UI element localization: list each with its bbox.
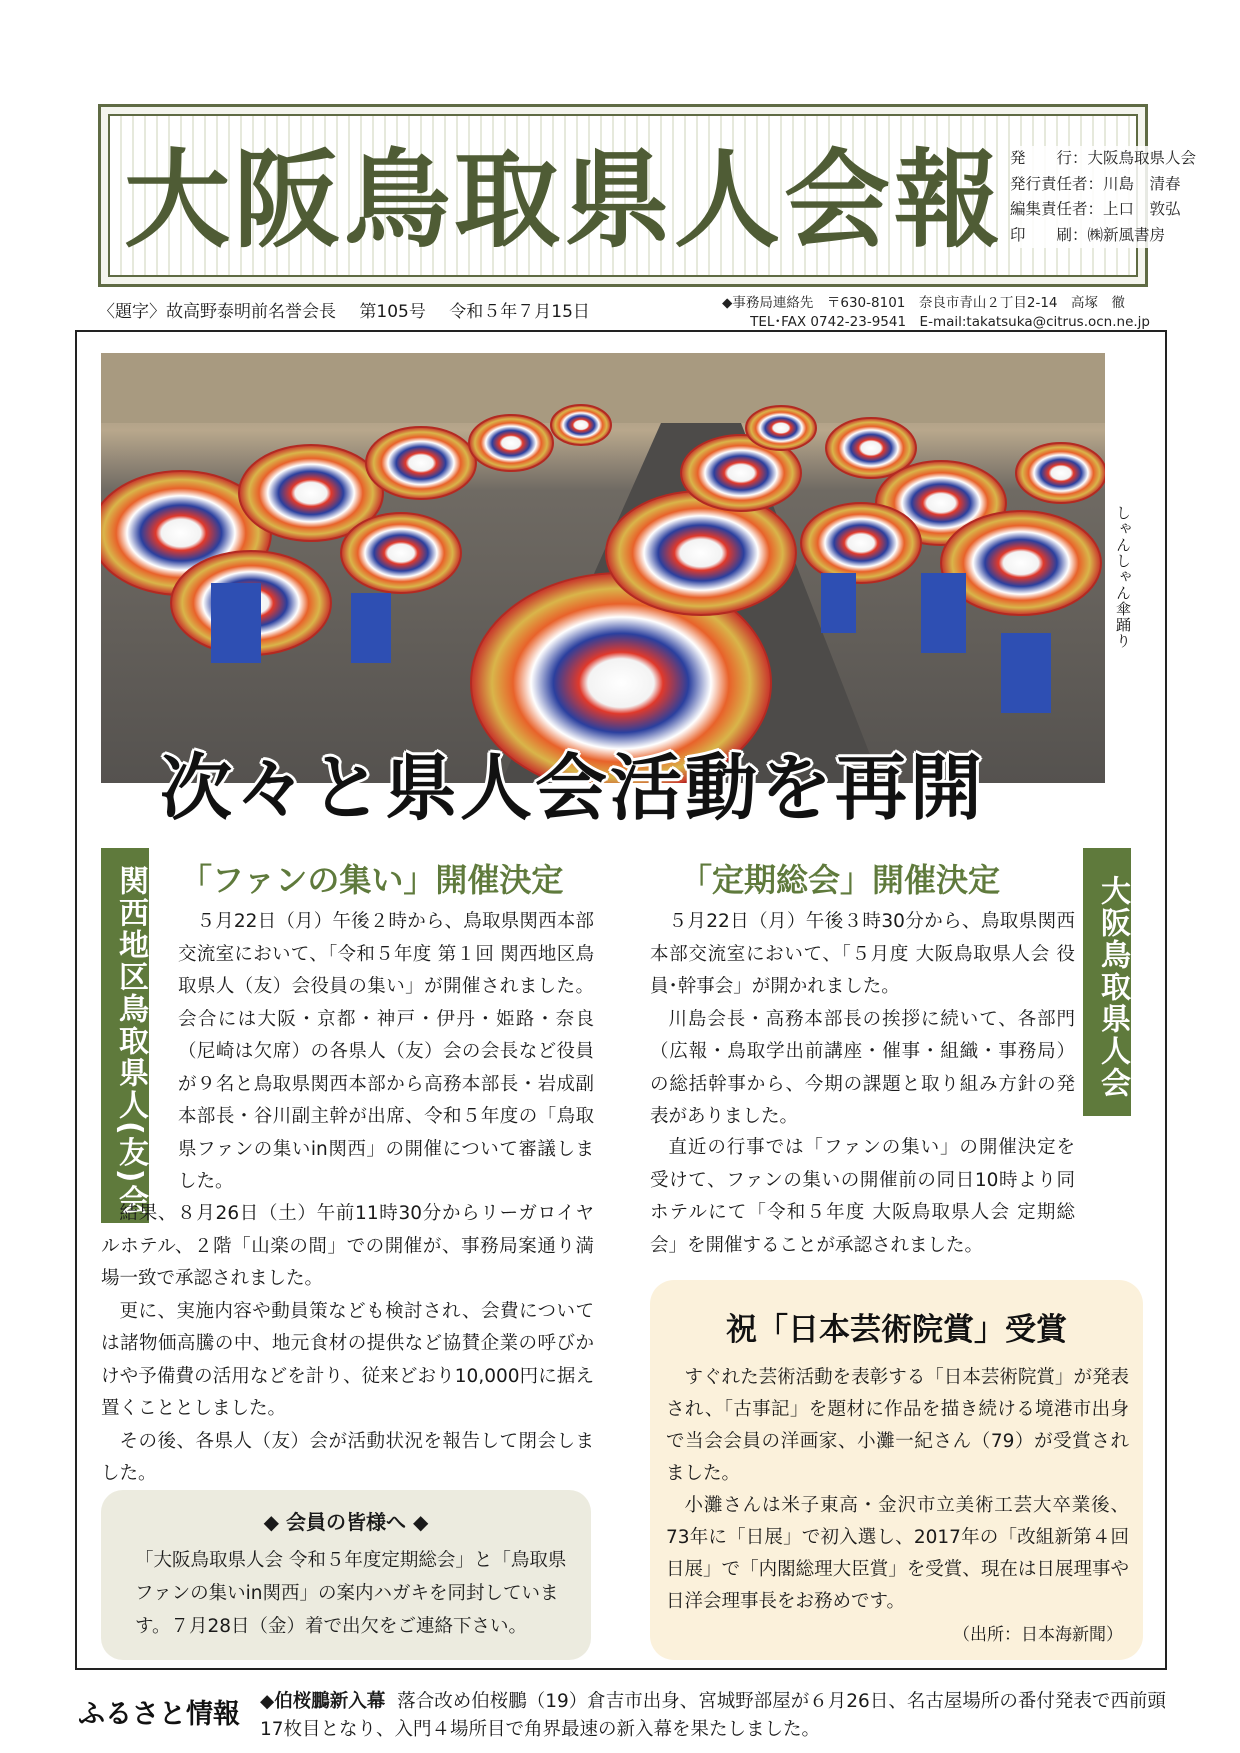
general-meeting-article-continued	[650, 1132, 1075, 1262]
award-title: 祝「日本芸術院賞」受賞	[726, 1312, 1067, 1348]
paragraph: その後、各県人（友）会が活動状況を報告して閉会しました。	[101, 1430, 594, 1484]
award-source: （出所：日本海新聞）	[953, 1625, 1123, 1645]
editor-line: 編集責任者：上口 敦弘	[1010, 200, 1181, 218]
paragraph: 小灘さんは米子東高・金沢市立美術工芸大卒業後、73年に「日展」で初入選し、2017年の「改組新第４回 日展」で「内閣総理大臣賞」を受賞、現在は日展理事や日洋会理事長をお務めです。	[666, 1495, 1129, 1612]
issue-line	[98, 297, 608, 322]
photo-caption: しゃんしゃん傘踊り	[1114, 505, 1132, 649]
paragraph: すぐれた芸術活動を表彰する「日本芸術院賞」が発表され、「古事記」を題材に作品を描き続ける境港市出身で当会会員の洋画家、小灘一紀さん（79）が受賞されました。	[666, 1367, 1129, 1484]
paragraph: ５月22日（月）午後２時から、鳥取県関西本部交流室において、「令和５年度 第１回 関西地区鳥取県人（友）会役員の集い」が開催されました。会合には大阪・京都・神戸・伊丹・姫路・奈良（尼崎は欠席）の各県人（友）会の会長など役員が９名と鳥取県関西本部から高務本部長・岩成副本部長・谷川副主幹が出席、令和５年度の「鳥取県ファンの集いin関西」の開催について審議しました。	[178, 911, 594, 1192]
paragraph: 結果、８月26日（土）午前11時30分からリーガロイヤルホテル、２階「山楽の間」での開催が、事務局案通り満場一致で承認されました。	[101, 1203, 594, 1289]
masthead	[98, 104, 1197, 287]
umbrella-dance-illustration	[101, 353, 1105, 783]
award-article	[666, 1362, 1129, 1618]
fan-meeting-article	[178, 906, 594, 1199]
section-heading-general-meeting: 「定期総会」開催決定	[680, 861, 1001, 899]
issue-date: 令和５年７月15日	[449, 302, 590, 322]
news-text: 落合改め伯桜鵬（19）倉吉市出身、宮城野部屋が６月26日、名古屋場所の番付発表で西前頭17枚目となり、入門４場所目で角界最速の新入幕を果たしました。	[260, 1691, 1166, 1740]
hometown-info-news	[260, 1688, 1180, 1744]
hometown-info-logo: ふるさと情報	[78, 1699, 240, 1730]
paragraph: 更に、実施内容や動員策なども検討され、会費については諸物価高騰の中、地元食材の提供など協賛企業の呼びかけや予備費の活用などを計り、従来どおり10,000円に据え置くこととしました。	[101, 1300, 594, 1419]
paragraph: 川島会長・高務本部長の挨拶に続いて、各部門（広報・鳥取学出前講座・催事・組織・事務局）の総括幹事から、今期の課題と取り組み方針の発表がありました。	[650, 1008, 1075, 1127]
festival-photo	[101, 353, 1105, 783]
contact-phone-email: TEL･FAX 0742-23-9541 E-mail:takatsuka@citrus.ocn.ne.jp	[750, 314, 1150, 330]
notice-title: ◆ 会員の皆様へ ◆	[263, 1510, 429, 1534]
award-box	[650, 1280, 1143, 1660]
section-tag-osaka: 大阪鳥取県人会	[1083, 848, 1131, 1116]
newsletter-title: 大阪鳥取県人会報	[124, 137, 1004, 262]
section-heading-fan-meeting: 「ファンの集い」開催決定	[180, 861, 564, 899]
paragraph: 直近の行事では「ファンの集い」の開催決定を受けて、ファンの集いの開催前の同日10時より同ホテルにて「令和５年度 大阪鳥取県人会 定期総会」を開催することが承認されました。	[650, 1137, 1075, 1256]
issue-number: 第105号	[359, 302, 426, 322]
headline: 次々と県人会活動を再開	[160, 745, 986, 830]
section-tag-kansai: 関西地区鳥取県人(友)会	[101, 848, 149, 1223]
member-notice-box	[101, 1490, 591, 1660]
publisher-line: 発 行：大阪鳥取県人会	[1010, 149, 1197, 167]
responsible-publisher-line: 発行責任者：川島 清春	[1010, 174, 1181, 193]
contact-address: ◆事務局連絡先 〒630-8101 奈良市青山２丁目2-14 高塚 徹	[722, 295, 1126, 311]
fan-meeting-article-continued	[101, 1198, 594, 1491]
printer-line: 印 刷：㈱新風書房	[1010, 225, 1166, 244]
news-label: ◆伯桜鵬新入幕	[260, 1691, 386, 1712]
masthead-frame	[108, 114, 1197, 277]
contact-info	[722, 294, 1150, 332]
notice-body: 「大阪鳥取県人会 令和５年度定期総会」と「鳥取県ファンの集いin関西」の案内ハガキを同封しています。７月28日（金）着で出欠をご連絡下さい。	[135, 1550, 567, 1637]
calligraphy-credit: 〈題字〉故高野泰明前名誉会長	[98, 302, 336, 322]
general-meeting-article	[650, 906, 1075, 1134]
paragraph: ５月22日（月）午後３時30分から、鳥取県関西本部交流室において、「５月度 大阪鳥取県人会 役員･幹事会」が開かれました。	[650, 911, 1075, 997]
publisher-info	[1010, 146, 1240, 248]
